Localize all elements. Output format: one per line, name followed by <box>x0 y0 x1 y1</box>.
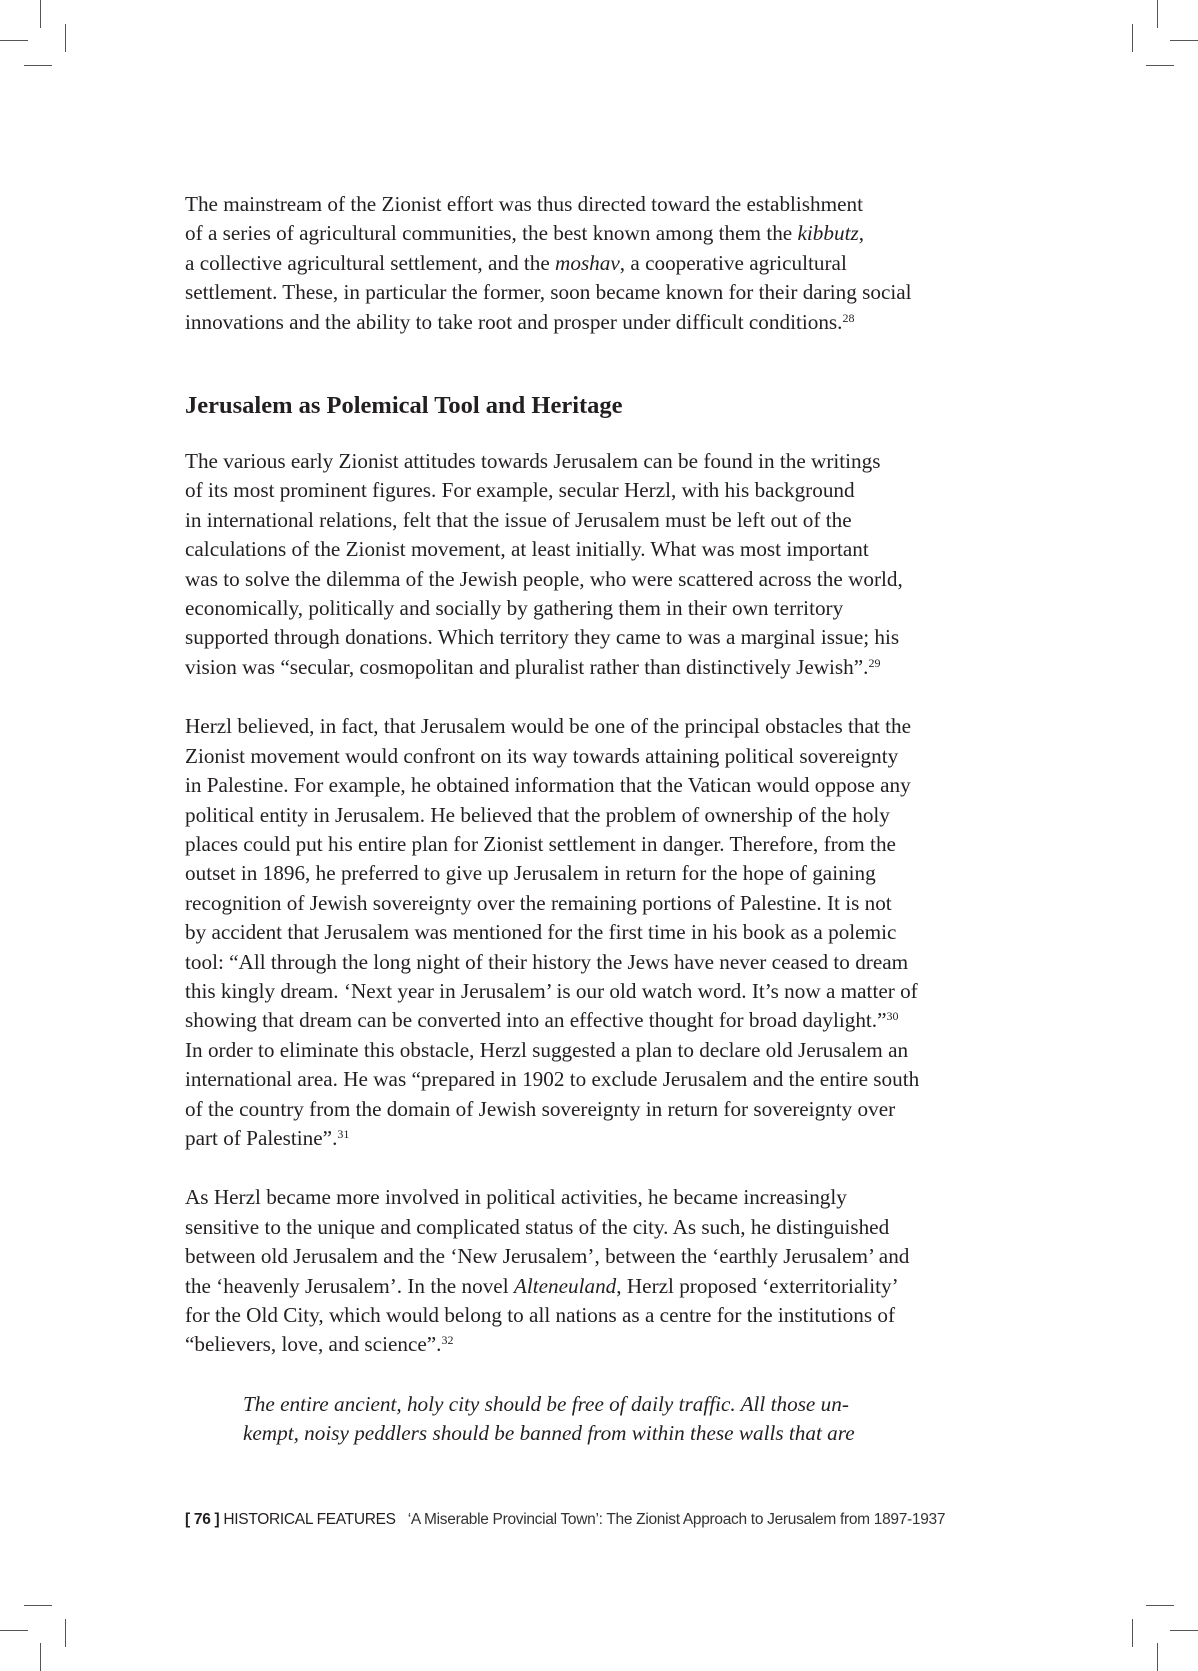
block-quote: The entire ancient, holy city should be free of daily traffic. All those un- kempt, noisy peddlers should be banned from within these walls that are <box>243 1391 855 1446</box>
footnote-ref: 30 <box>886 1009 899 1024</box>
crop-mark <box>0 40 28 41</box>
crop-mark <box>24 1605 52 1606</box>
running-footer <box>185 1511 1085 1529</box>
text-run: , a cooperative agricultural settlement. These, in particular the former, soon became known for their daring social innovations and the ability to take root and prosper under difficult conditions. <box>185 250 912 334</box>
page-body <box>185 190 1005 1449</box>
paragraph-attitudes <box>185 447 1005 682</box>
footnote-ref: 29 <box>868 655 881 670</box>
page-number: [ 76 ] <box>185 1511 220 1528</box>
section-label: HISTORICAL FEATURES <box>223 1511 396 1528</box>
text-run: As Herzl became more involved in political activities, he became increasingly sensitive to the unique and complicated status of the city. As such, he distinguished between old Jerusalem and the ‘New Jerusalem’, between the ‘earthly Jerusalem’ and the ‘heavenly Jerusalem’. In the novel <box>185 1185 910 1298</box>
crop-mark <box>40 1643 41 1671</box>
crop-mark <box>1170 1630 1198 1631</box>
text-run: , Herzl proposed ‘exterritoriality’ for the Old City, which would belong to all nations as a centre for the institutions of “believers, love, and science”. <box>185 1273 899 1357</box>
crop-mark <box>1170 40 1198 41</box>
crop-mark <box>40 0 41 28</box>
footnote-ref: 31 <box>337 1126 350 1141</box>
paragraph-herzl-obstacles <box>185 712 1005 1153</box>
crop-mark <box>65 24 66 52</box>
article-title: ‘A Miserable Provincial Town’: The Zionist Approach to Jerusalem from 1897-1937 <box>407 1511 946 1528</box>
text-run: The various early Zionist attitudes towards Jerusalem can be found in the writings of its most prominent figures. For example, secular Herzl, with his background in international relations, felt that the issue of Jerusalem must be left out of the calculations of the Zionist movement, at least initially. What was most important was to solve the dilemma of the Jewish people, who were scattered across the world, economically, politically and socially by gathering them in their own territory supported through donations. Which territory they came to was a marginal issue; his vision was “secular, cosmopolitan and pluralist rather than distinctively Jewish”. <box>185 449 903 679</box>
text-run: The mainstream of the Zionist effort was thus directed toward the establishment of a series of agricultural communities, the best known among them the <box>185 192 864 246</box>
crop-mark <box>1157 0 1158 28</box>
crop-mark <box>65 1619 66 1647</box>
crop-mark <box>1132 24 1133 52</box>
crop-mark <box>1157 1643 1158 1671</box>
italic-title-alteneuland: Alteneuland <box>513 1273 617 1298</box>
crop-mark <box>1146 65 1174 66</box>
text-run: Herzl believed, in fact, that Jerusalem would be one of the principal obstacles that the Zionist movement would confront on its way towards attaining political sovereignty in Palestine. For example, he obtained information that the Vatican would oppose any political entity in Jerusalem. He believed that the problem of ownership of the holy places could put his entire plan for Zionist settlement in danger. Therefore, from the outset in 1896, he preferred to give up Jerusalem in return for the hope of gaining recognition of Jewish sovereignty over the remaining portions of Palestine. It is not by accident that Jerusalem was mentioned for the first time in his book as a polemic tool: “All through the long night of their history the Jews have never ceased to dream this kingly dream. ‘Next year in Jerusalem’ is our old watch word. It’s now a matter of showing that dream can be converted into an effective thought for broad daylight.” <box>185 714 918 1033</box>
text-run: In order to eliminate this obstacle, Herzl suggested a plan to declare old Jerusalem an international area. He was “prepared in 1902 to exclude Jerusalem and the entire south of the country from the domain of Jewish sovereignty in return for sovereignty over part of Palestine”. <box>185 1037 920 1150</box>
paragraph-herzl-status <box>185 1183 1005 1359</box>
text-run: , a collective agricultural settlement, and the <box>185 221 865 275</box>
footnote-ref: 32 <box>441 1333 454 1348</box>
footnote-ref: 28 <box>842 310 855 325</box>
italic-term-moshav: moshav <box>555 250 620 275</box>
section-heading: Jerusalem as Polemical Tool and Heritage <box>185 392 623 420</box>
paragraph-intro <box>185 190 1005 337</box>
crop-mark <box>0 1630 28 1631</box>
crop-mark <box>1146 1605 1174 1606</box>
italic-term-kibbutz: kibbutz <box>797 221 859 246</box>
crop-mark <box>24 65 52 66</box>
crop-mark <box>1132 1619 1133 1647</box>
